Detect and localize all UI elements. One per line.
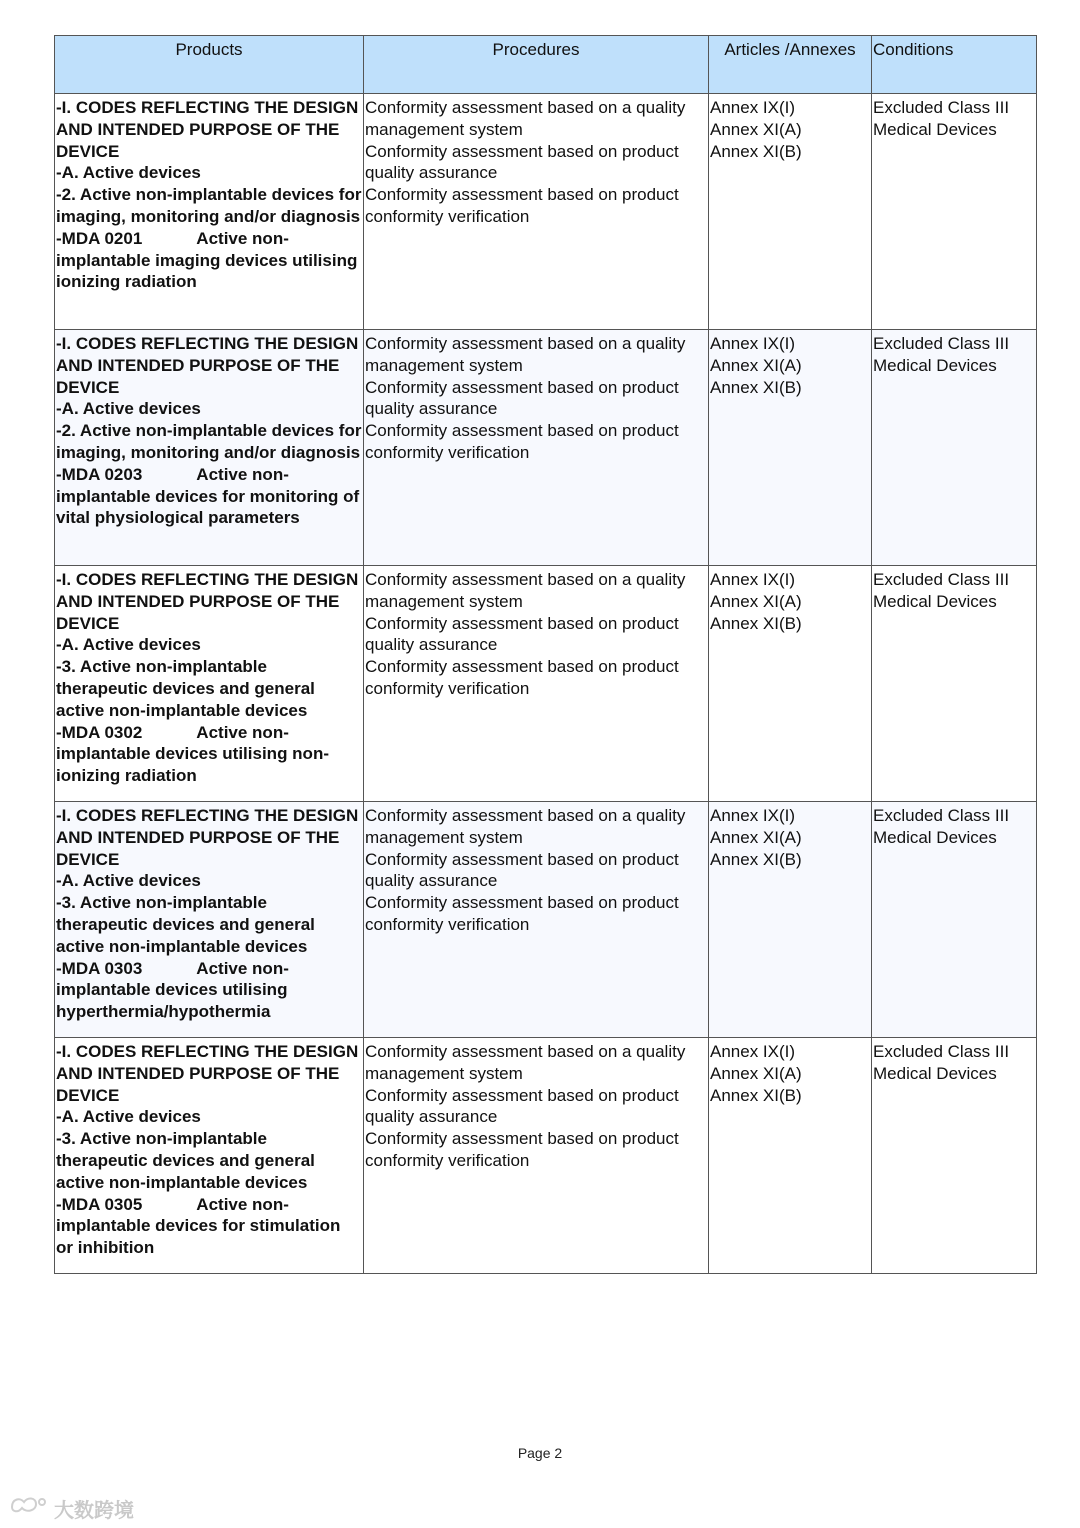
conditions-cell: Excluded Class III Medical Devices: [872, 330, 1037, 566]
annex-item: Annex XI(B): [710, 613, 802, 633]
conformity-table: [54, 35, 1037, 1274]
table-body: [55, 94, 1037, 1274]
procedure-item: Conformity assessment based on a quality management system: [365, 334, 686, 375]
product-cell: [55, 330, 364, 566]
procedures-cell: [364, 802, 709, 1038]
product-code: -MDA 0302: [56, 722, 143, 742]
table-header-row: [55, 36, 1037, 94]
annex-item: Annex IX(I): [710, 806, 796, 825]
annex-item: Annex XI(A): [710, 1063, 802, 1083]
annex-item: Annex IX(I): [710, 570, 796, 589]
procedure-item: Conformity assessment based on a quality management system: [365, 98, 686, 139]
annex-item: Annex XI(B): [710, 377, 802, 397]
procedures-cell: [364, 566, 709, 802]
table-row: [55, 1038, 1037, 1274]
annex-item: Annex IX(I): [710, 1042, 796, 1061]
product-section: -I. CODES REFLECTING THE DESIGN AND INTENDED PURPOSE OF THE DEVICE: [56, 806, 359, 869]
annex-item: Annex IX(I): [710, 98, 796, 117]
annexes-cell: [709, 1038, 872, 1274]
table-row: [55, 566, 1037, 802]
annex-item: Annex XI(B): [710, 1085, 802, 1105]
procedure-item: Conformity assessment based on product quality assurance: [365, 141, 679, 183]
product-cell: [55, 94, 364, 330]
procedure-item: Conformity assessment based on product quality assurance: [365, 377, 679, 419]
procedure-item: Conformity assessment based on product quality assurance: [365, 1085, 679, 1127]
annex-item: Annex XI(B): [710, 849, 802, 869]
product-category: -A. Active devices: [56, 871, 201, 891]
product-subcategory: -3. Active non-implantable therapeutic devices and general active non-implantable devices: [56, 657, 315, 720]
annex-item: Annex XI(A): [710, 119, 802, 139]
annexes-cell: [709, 802, 872, 1038]
table-row: [55, 802, 1037, 1038]
product-subcategory: -2. Active non-implantable devices for imaging, monitoring and/or diagnosis: [56, 185, 362, 226]
product-subcategory: -2. Active non-implantable devices for imaging, monitoring and/or diagnosis: [56, 421, 362, 462]
product-description: Active non-implantable devices for stimulation or inhibition: [56, 1194, 341, 1258]
procedure-item: Conformity assessment based on product conformity verification: [365, 421, 679, 462]
conditions-cell: Excluded Class III Medical Devices: [872, 94, 1037, 330]
annexes-cell: [709, 566, 872, 802]
header-conditions: Conditions: [872, 36, 1037, 94]
product-description: Active non-implantable devices utilising hyperthermia/hypothermia: [56, 958, 289, 1022]
product-category: -A. Active devices: [56, 399, 201, 419]
procedure-item: Conformity assessment based on product quality assurance: [365, 849, 679, 891]
procedure-item: Conformity assessment based on a quality management system: [365, 806, 686, 847]
product-category: -A. Active devices: [56, 635, 201, 655]
product-section: -I. CODES REFLECTING THE DESIGN AND INTENDED PURPOSE OF THE DEVICE: [56, 570, 359, 633]
procedure-item: Conformity assessment based on product quality assurance: [365, 613, 679, 655]
procedure-item: Conformity assessment based on a quality management system: [365, 570, 686, 611]
procedure-item: Conformity assessment based on product conformity verification: [365, 185, 679, 226]
header-products: Products: [55, 36, 364, 94]
watermark: [8, 1492, 148, 1524]
procedures-cell: [364, 1038, 709, 1274]
product-description: Active non-implantable devices utilising non-ionizing radiation: [56, 722, 329, 786]
annex-item: Annex XI(A): [710, 591, 802, 611]
product-code: -MDA 0305: [56, 1194, 143, 1214]
product-section: -I. CODES REFLECTING THE DESIGN AND INTENDED PURPOSE OF THE DEVICE: [56, 334, 359, 397]
annex-item: Annex XI(B): [710, 141, 802, 161]
product-code: -MDA 0201: [56, 228, 143, 248]
procedure-item: Conformity assessment based on a quality management system: [365, 1042, 686, 1083]
conditions-cell: Excluded Class III Medical Devices: [872, 802, 1037, 1038]
procedures-cell: [364, 330, 709, 566]
conditions-cell: Excluded Class III Medical Devices: [872, 1038, 1037, 1274]
product-cell: [55, 1038, 364, 1274]
product-description: Active non-implantable imaging devices utilising ionizing radiation: [56, 228, 358, 292]
product-subcategory: -3. Active non-implantable therapeutic devices and general active non-implantable devices: [56, 893, 315, 956]
product-category: -A. Active devices: [56, 1107, 201, 1127]
procedure-item: Conformity assessment based on product conformity verification: [365, 657, 679, 698]
annex-item: Annex XI(A): [710, 355, 802, 375]
procedure-item: Conformity assessment based on product conformity verification: [365, 893, 679, 934]
conditions-cell: Excluded Class III Medical Devices: [872, 566, 1037, 802]
product-subcategory: -3. Active non-implantable therapeutic devices and general active non-implantable devices: [56, 1129, 315, 1192]
product-cell: [55, 802, 364, 1038]
product-cell: [55, 566, 364, 802]
annexes-cell: [709, 330, 872, 566]
annex-item: Annex IX(I): [710, 334, 796, 353]
watermark-text: 大数跨境: [54, 1499, 134, 1522]
annexes-cell: [709, 94, 872, 330]
product-description: Active non-implantable devices for monitoring of vital physiological parameters: [56, 464, 360, 528]
product-section: -I. CODES REFLECTING THE DESIGN AND INTENDED PURPOSE OF THE DEVICE: [56, 98, 359, 161]
product-category: -A. Active devices: [56, 163, 201, 183]
page-number: Page 2: [517, 1445, 563, 1461]
table-row: [55, 330, 1037, 566]
watermark-logo-icon: [8, 1493, 50, 1523]
annex-item: Annex XI(A): [710, 827, 802, 847]
header-procedures: Procedures: [364, 36, 709, 94]
product-code: -MDA 0203: [56, 464, 143, 484]
product-section: -I. CODES REFLECTING THE DESIGN AND INTENDED PURPOSE OF THE DEVICE: [56, 1042, 359, 1105]
procedures-cell: [364, 94, 709, 330]
product-code: -MDA 0303: [56, 958, 143, 978]
procedure-item: Conformity assessment based on product conformity verification: [365, 1129, 679, 1170]
table-row: [55, 94, 1037, 330]
header-articles-annexes: Articles /Annexes: [709, 36, 872, 94]
